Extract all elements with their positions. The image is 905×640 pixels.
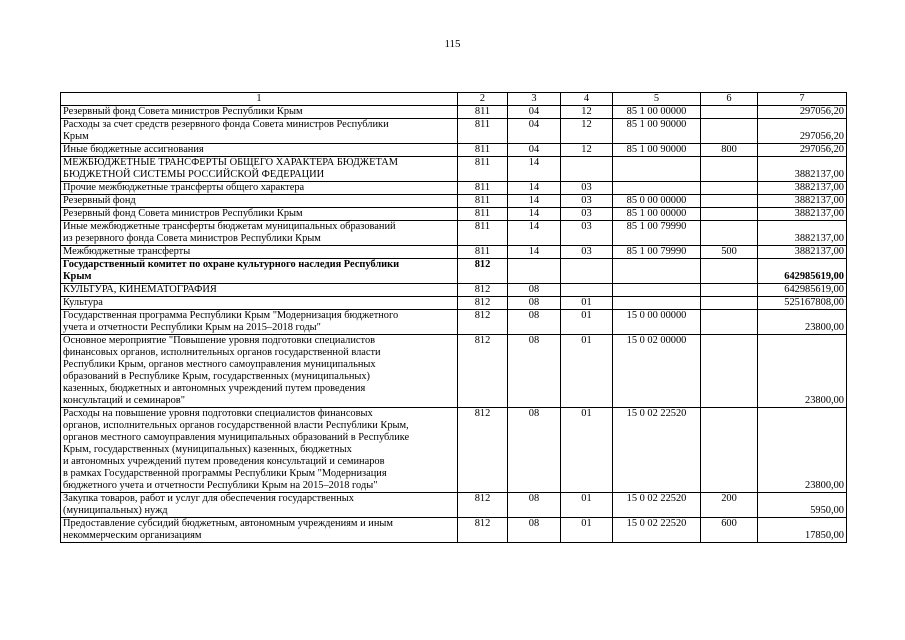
row-name-cell xyxy=(61,221,458,246)
row-name-line: Межбюджетные трансферты xyxy=(63,246,191,257)
header-cell-7: 7 xyxy=(758,93,847,106)
amount-cell: 3882137,00 xyxy=(758,182,847,195)
section-code-cell: 08 xyxy=(508,493,561,518)
target-item-cell: 85 0 00 00000 xyxy=(613,195,701,208)
table-row xyxy=(61,259,847,284)
page-number: 115 xyxy=(444,38,461,50)
row-name-cell xyxy=(61,182,458,195)
subsection-code-cell: 12 xyxy=(561,106,613,119)
row-name-cell xyxy=(61,119,458,144)
row-name-line: консультаций и семинаров" xyxy=(63,395,185,406)
header-cell-2: 2 xyxy=(458,93,508,106)
target-item-cell: 85 1 00 00000 xyxy=(613,106,701,119)
target-item-cell xyxy=(613,157,701,182)
admin-code-cell: 811 xyxy=(458,182,508,195)
admin-code-cell: 812 xyxy=(458,493,508,518)
amount-cell: 3882137,00 xyxy=(758,221,847,246)
target-item-cell xyxy=(613,259,701,284)
row-name-cell xyxy=(61,518,458,543)
amount-cell: 23800,00 xyxy=(758,310,847,335)
amount-cell: 642985619,00 xyxy=(758,259,847,284)
row-name-line: Республики Крым, органов местного самоуправления муниципальных xyxy=(63,359,376,370)
row-name-cell xyxy=(61,408,458,493)
admin-code-cell: 811 xyxy=(458,208,508,221)
section-code-cell: 08 xyxy=(508,518,561,543)
row-name-line: органов, исполнительных органов государственной власти Республики Крым, xyxy=(63,420,409,431)
header-cell-6: 6 xyxy=(701,93,758,106)
section-code-cell: 14 xyxy=(508,195,561,208)
subsection-code-cell: 01 xyxy=(561,335,613,408)
budget-table-body xyxy=(61,93,847,543)
section-code-cell: 08 xyxy=(508,297,561,310)
subsection-code-cell: 03 xyxy=(561,246,613,259)
expense-type-cell: 600 xyxy=(701,518,758,543)
row-name-line: Резервный фонд Совета министров Республики Крым xyxy=(63,208,303,219)
expense-type-cell xyxy=(701,297,758,310)
header-cell-1: 1 xyxy=(61,93,458,106)
subsection-code-cell: 12 xyxy=(561,119,613,144)
admin-code-cell: 811 xyxy=(458,221,508,246)
target-item-cell: 15 0 02 00000 xyxy=(613,335,701,408)
row-name-line: образований в Республике Крым, государственных (муниципальных) xyxy=(63,371,371,382)
section-code-cell: 14 xyxy=(508,157,561,182)
subsection-code-cell: 03 xyxy=(561,221,613,246)
row-name-line: бюджетного учета и отчетности Республики Крым на 2015–2018 годы" xyxy=(63,480,378,491)
target-item-cell: 85 1 00 90000 xyxy=(613,119,701,144)
subsection-code-cell: 03 xyxy=(561,208,613,221)
expense-type-cell xyxy=(701,182,758,195)
row-name-line: Культура xyxy=(63,297,103,308)
row-name-line: органов местного самоуправления муниципальных образований в Республике xyxy=(63,432,410,443)
target-item-cell: 15 0 02 22520 xyxy=(613,493,701,518)
section-code-cell: 08 xyxy=(508,408,561,493)
expense-type-cell xyxy=(701,221,758,246)
table-row xyxy=(61,195,847,208)
expense-type-cell xyxy=(701,259,758,284)
expense-type-cell: 500 xyxy=(701,246,758,259)
target-item-cell xyxy=(613,297,701,310)
section-code-cell: 04 xyxy=(508,119,561,144)
target-item-cell: 85 1 00 79990 xyxy=(613,246,701,259)
subsection-code-cell: 01 xyxy=(561,493,613,518)
row-name-line: учета и отчетности Республики Крым на 2015–2018 годы" xyxy=(63,322,321,333)
row-name-line: Прочие межбюджетные трансферты общего характера xyxy=(63,182,305,193)
table-header-row xyxy=(61,93,847,106)
expense-type-cell xyxy=(701,284,758,297)
row-name-cell xyxy=(61,246,458,259)
row-name-line: Государственный комитет по охране культурного наследия Республики xyxy=(63,259,400,270)
table-row xyxy=(61,297,847,310)
table-row xyxy=(61,208,847,221)
admin-code-cell: 812 xyxy=(458,284,508,297)
expense-type-cell xyxy=(701,195,758,208)
subsection-code-cell: 12 xyxy=(561,144,613,157)
table-row xyxy=(61,221,847,246)
expense-type-cell: 200 xyxy=(701,493,758,518)
section-code-cell: 14 xyxy=(508,221,561,246)
section-code-cell xyxy=(508,259,561,284)
row-name-cell xyxy=(61,297,458,310)
admin-code-cell: 812 xyxy=(458,259,508,284)
row-name-line: Расходы на повышение уровня подготовки специалистов финансовых xyxy=(63,408,373,419)
target-item-cell: 85 1 00 90000 xyxy=(613,144,701,157)
target-item-cell: 85 1 00 79990 xyxy=(613,221,701,246)
table-row xyxy=(61,119,847,144)
subsection-code-cell xyxy=(561,284,613,297)
row-name-cell xyxy=(61,144,458,157)
row-name-cell xyxy=(61,157,458,182)
amount-cell: 297056,20 xyxy=(758,119,847,144)
row-name-cell xyxy=(61,195,458,208)
subsection-code-cell: 01 xyxy=(561,310,613,335)
subsection-code-cell: 01 xyxy=(561,297,613,310)
admin-code-cell: 811 xyxy=(458,157,508,182)
expense-type-cell xyxy=(701,157,758,182)
amount-cell: 5950,00 xyxy=(758,493,847,518)
row-name-line: Крым xyxy=(63,271,92,282)
section-code-cell: 14 xyxy=(508,208,561,221)
target-item-cell: 15 0 02 22520 xyxy=(613,408,701,493)
table-row xyxy=(61,408,847,493)
table-row xyxy=(61,246,847,259)
row-name-line: Иные бюджетные ассигнования xyxy=(63,144,204,155)
section-code-cell: 08 xyxy=(508,335,561,408)
row-name-line: БЮДЖЕТНОЙ СИСТЕМЫ РОССИЙСКОЙ ФЕДЕРАЦИИ xyxy=(63,169,325,180)
admin-code-cell: 812 xyxy=(458,310,508,335)
expense-type-cell xyxy=(701,106,758,119)
section-code-cell: 04 xyxy=(508,106,561,119)
amount-cell: 3882137,00 xyxy=(758,246,847,259)
row-name-line: финансовых органов, исполнительных органов государственной власти xyxy=(63,347,381,358)
row-name-cell xyxy=(61,208,458,221)
row-name-cell xyxy=(61,259,458,284)
target-item-cell: 15 0 02 22520 xyxy=(613,518,701,543)
row-name-line: МЕЖБЮДЖЕТНЫЕ ТРАНСФЕРТЫ ОБЩЕГО ХАРАКТЕРА БЮДЖЕТАМ xyxy=(63,157,399,168)
row-name-line: Основное мероприятие "Повышение уровня подготовки специалистов xyxy=(63,335,376,346)
subsection-code-cell: 01 xyxy=(561,408,613,493)
amount-cell: 23800,00 xyxy=(758,335,847,408)
row-name-line: Государственная программа Республики Крым "Модернизация бюджетного xyxy=(63,310,399,321)
subsection-code-cell: 03 xyxy=(561,195,613,208)
row-name-cell xyxy=(61,284,458,297)
admin-code-cell: 812 xyxy=(458,408,508,493)
amount-cell: 17850,00 xyxy=(758,518,847,543)
row-name-line: Иные межбюджетные трансферты бюджетам муниципальных образований xyxy=(63,221,396,232)
table-row xyxy=(61,106,847,119)
table-row xyxy=(61,335,847,408)
subsection-code-cell: 01 xyxy=(561,518,613,543)
row-name-line: некоммерческим организациям xyxy=(63,530,202,541)
target-item-cell xyxy=(613,182,701,195)
row-name-line: Расходы за счет средств резервного фонда Совета министров Республики xyxy=(63,119,389,130)
header-cell-5: 5 xyxy=(613,93,701,106)
row-name-line: Резервный фонд Совета министров Республики Крым xyxy=(63,106,303,117)
section-code-cell: 08 xyxy=(508,284,561,297)
row-name-line: Закупка товаров, работ и услуг для обеспечения государственных xyxy=(63,493,354,504)
table-row xyxy=(61,144,847,157)
row-name-cell xyxy=(61,493,458,518)
subsection-code-cell xyxy=(561,157,613,182)
table-row xyxy=(61,157,847,182)
expense-type-cell: 800 xyxy=(701,144,758,157)
admin-code-cell: 812 xyxy=(458,518,508,543)
amount-cell: 3882137,00 xyxy=(758,208,847,221)
target-item-cell xyxy=(613,284,701,297)
section-code-cell: 14 xyxy=(508,246,561,259)
target-item-cell: 85 1 00 00000 xyxy=(613,208,701,221)
row-name-cell xyxy=(61,310,458,335)
amount-cell: 3882137,00 xyxy=(758,157,847,182)
table-row xyxy=(61,493,847,518)
expense-type-cell xyxy=(701,310,758,335)
table-row xyxy=(61,518,847,543)
target-item-cell: 15 0 00 00000 xyxy=(613,310,701,335)
amount-cell: 297056,20 xyxy=(758,144,847,157)
amount-cell: 3882137,00 xyxy=(758,195,847,208)
amount-cell: 525167808,00 xyxy=(758,297,847,310)
row-name-line: Крым, государственных (муниципальных) казенных, бюджетных xyxy=(63,444,352,455)
table-row xyxy=(61,310,847,335)
admin-code-cell: 811 xyxy=(458,119,508,144)
admin-code-cell: 811 xyxy=(458,106,508,119)
subsection-code-cell: 03 xyxy=(561,182,613,195)
admin-code-cell: 811 xyxy=(458,246,508,259)
expense-type-cell xyxy=(701,208,758,221)
row-name-line: (муниципальных) нужд xyxy=(63,505,168,516)
admin-code-cell: 811 xyxy=(458,195,508,208)
admin-code-cell: 812 xyxy=(458,297,508,310)
row-name-cell xyxy=(61,106,458,119)
amount-cell: 297056,20 xyxy=(758,106,847,119)
admin-code-cell: 812 xyxy=(458,335,508,408)
subsection-code-cell xyxy=(561,259,613,284)
row-name-line: КУЛЬТУРА, КИНЕМАТОГРАФИЯ xyxy=(63,284,217,295)
row-name-line: Крым xyxy=(63,131,89,142)
expense-type-cell xyxy=(701,119,758,144)
row-name-line: и автономных учреждений путем проведения консультаций и семинаров xyxy=(63,456,385,467)
row-name-cell xyxy=(61,335,458,408)
row-name-line: Предоставление субсидий бюджетным, автономным учреждениям и иным xyxy=(63,518,393,529)
section-code-cell: 04 xyxy=(508,144,561,157)
row-name-line: Резервный фонд xyxy=(63,195,136,206)
amount-cell: 23800,00 xyxy=(758,408,847,493)
row-name-line: из резервного фонда Совета министров Республики Крым xyxy=(63,233,321,244)
header-cell-4: 4 xyxy=(561,93,613,106)
table-row xyxy=(61,182,847,195)
expense-type-cell xyxy=(701,408,758,493)
section-code-cell: 14 xyxy=(508,182,561,195)
section-code-cell: 08 xyxy=(508,310,561,335)
expense-type-cell xyxy=(701,335,758,408)
row-name-line: в рамках Государственной программы Республики Крым "Модернизация xyxy=(63,468,387,479)
budget-table xyxy=(60,92,847,543)
row-name-line: казенных, бюджетных и автономных учреждений путем проведения xyxy=(63,383,366,394)
amount-cell: 642985619,00 xyxy=(758,284,847,297)
table-row xyxy=(61,284,847,297)
header-cell-3: 3 xyxy=(508,93,561,106)
admin-code-cell: 811 xyxy=(458,144,508,157)
